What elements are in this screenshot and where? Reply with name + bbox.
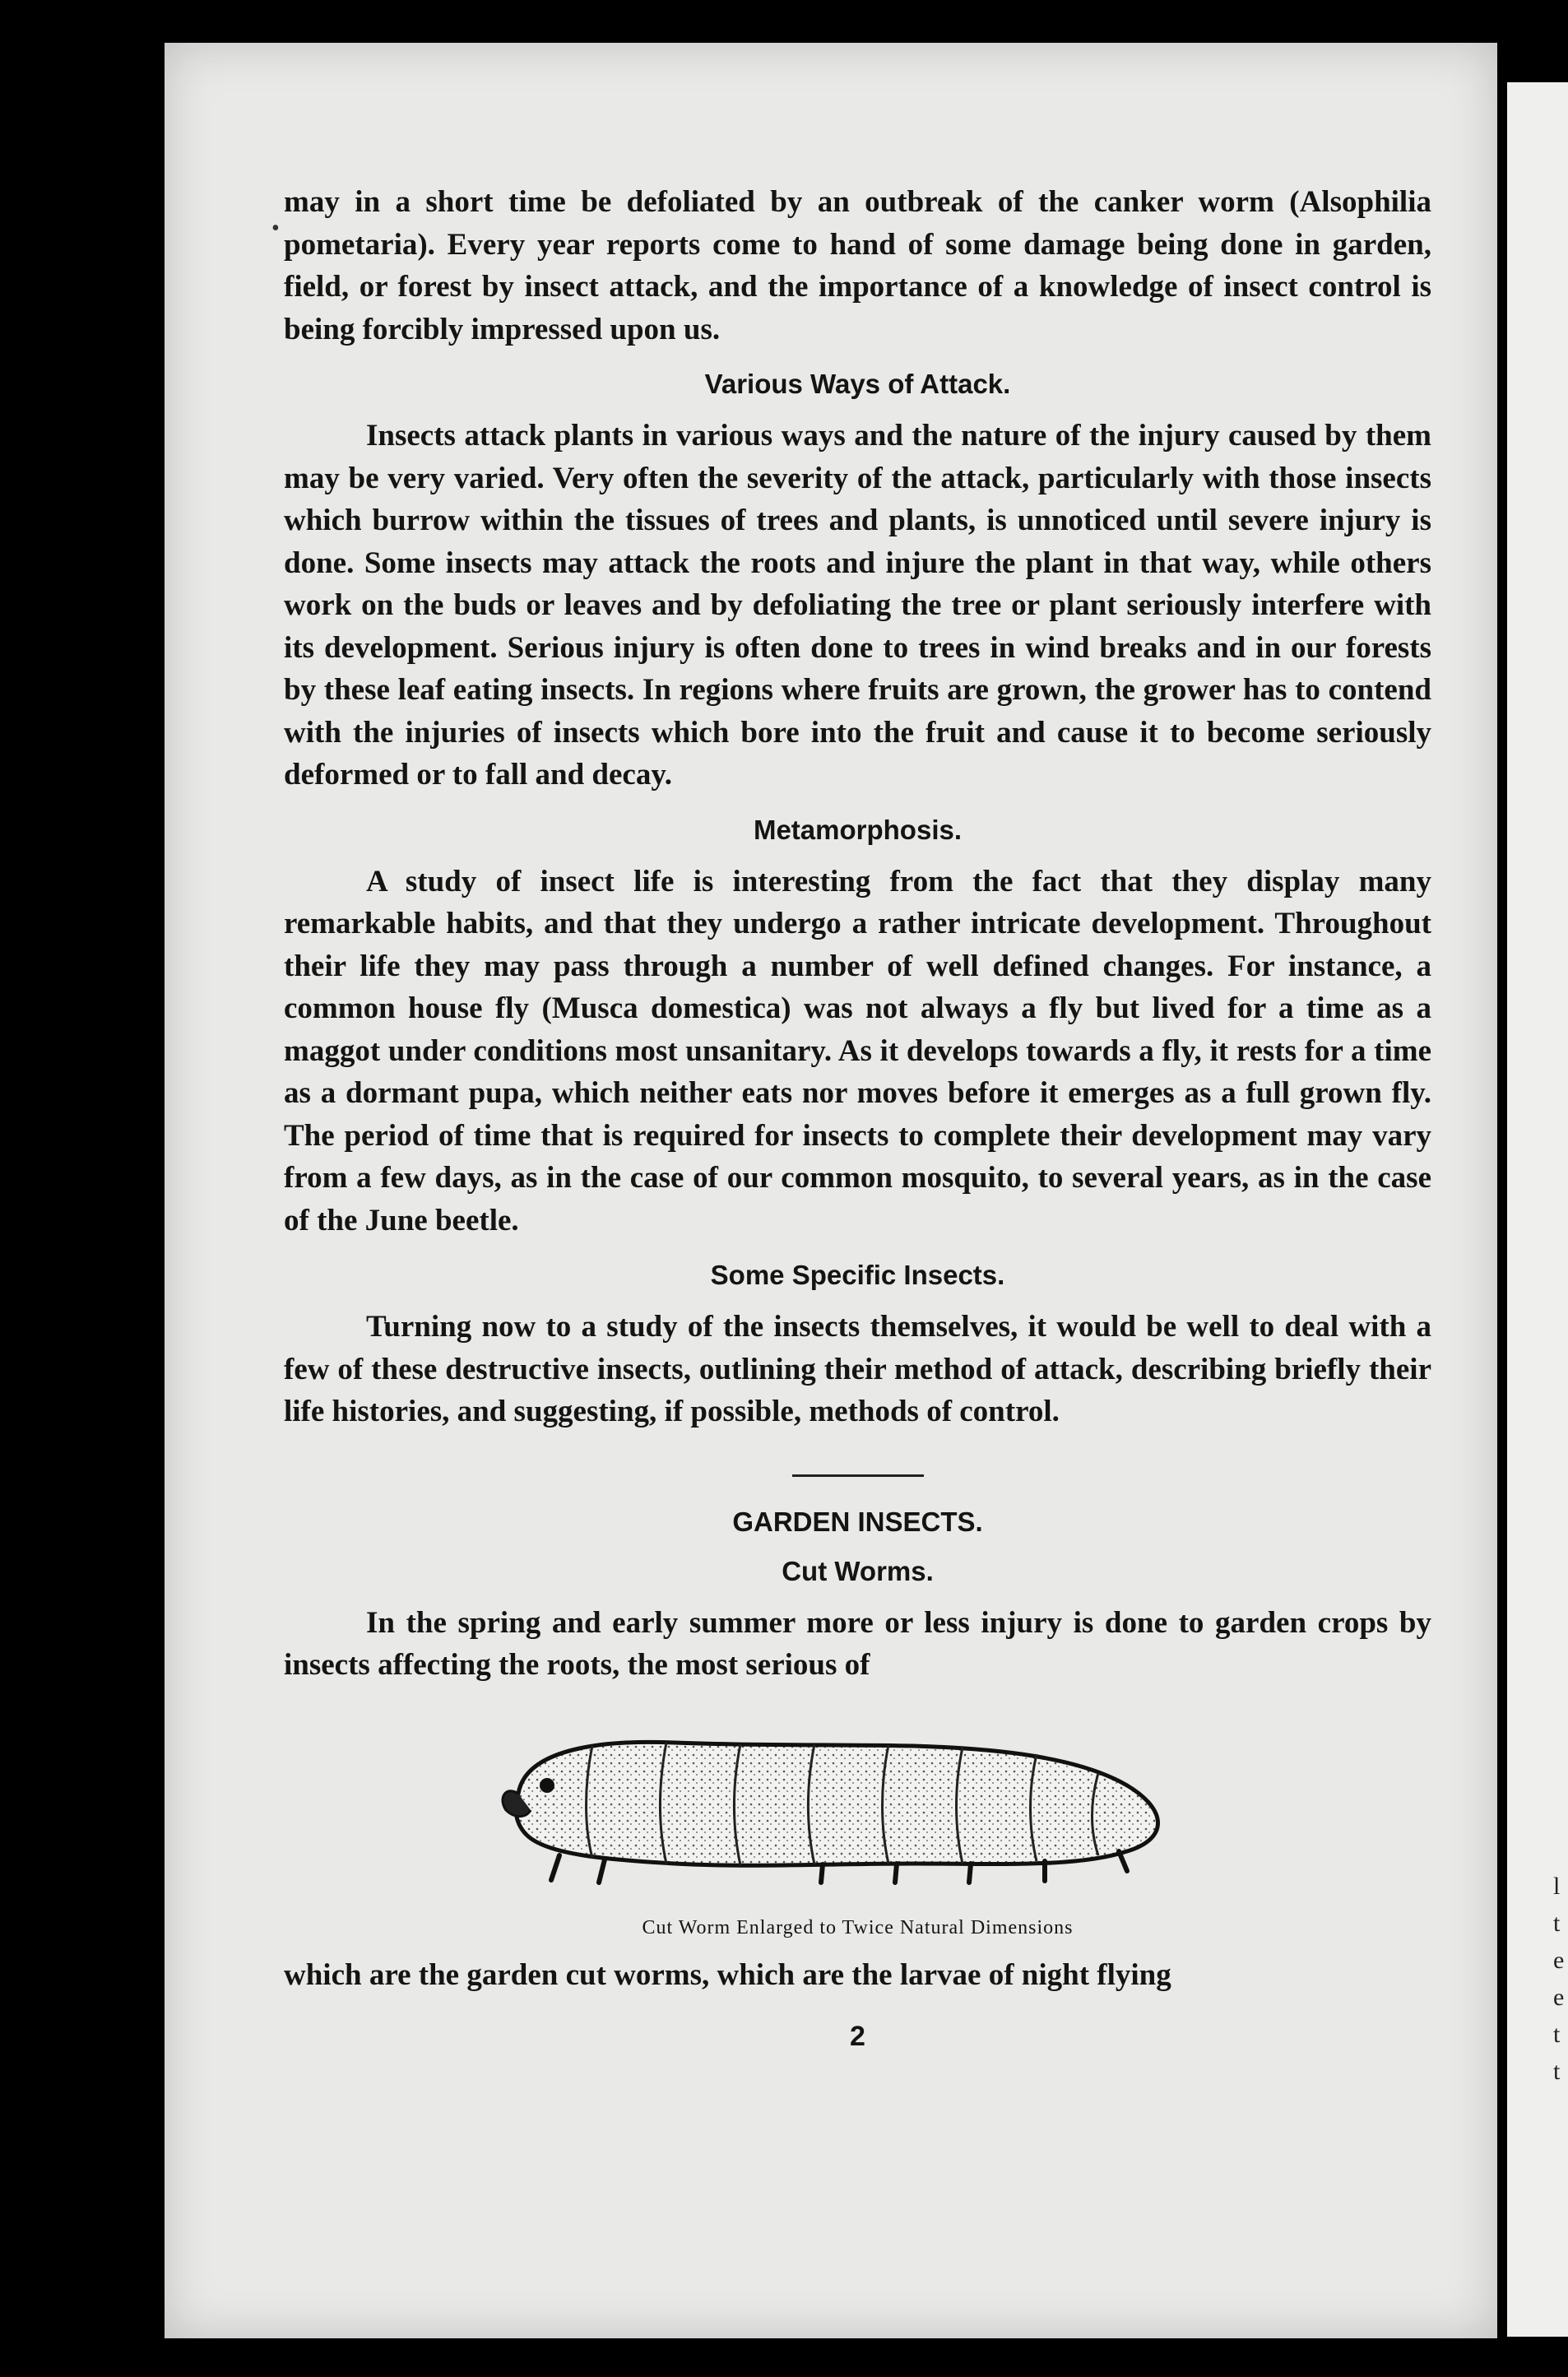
heading-garden-insects: GARDEN INSECTS. [732,1506,983,1537]
heading-various-ways-of-attack: Various Ways of Attack. [704,369,1011,399]
heading-cut-worms: Cut Worms. [782,1555,934,1586]
heading-metamorphosis: Metamorphosis. [753,814,963,845]
paragraph-metamorphosis: A study of insect life is interesting from the fact that they display many remarkable habits, and that they undergo a rather intricate development. Throughout their life they may pass through a number of well defined changes. For instance, a common house fly (Musca domestica) was not always a fly but lived for a time as a maggot under conditions most unsanitary. As it develops towards a fly, it rests for a time as a dormant pupa, which neither eats nor moves before it emerges as a full grown fly. The period of time that is required for insects to complete their development may vary from a few days, as in the case of our common mosquito, to several years, as in the case of the June beetle. [284,864,1431,1237]
paragraph-attack: Insects attack plants in various ways and the nature of the injury caused by them may be very varied. Very often the severity of the attack, particularly with those insects which burrow within the tissues of trees and plants, is unnoticed until severe injury is done. Some insects may attack the roots and injure the plant in that way, while others work on the buds or leaves and by defoliating the tree or plant seriously interfere with its development. Serious injury is often done to trees in wind breaks and in our forests by these leaf eating insects. In regions where fruits are grown, the grower has to contend with the injuries of insects which bore into the fruit and cause it to become seriously deformed or to fall and decay. [284,419,1431,792]
paragraph-continuation: which are the garden cut worms, which are the larvae of night flying [284,1957,1171,1992]
section-divider [792,1474,924,1477]
paragraph-specific-insects: Turning now to a study of the insects themselves, it would be well to deal with a few of these destructive insects, outlining their method of attack, describing briefly their life histories, and suggesting, if possible, methods of control. [284,1310,1431,1428]
cut-worm-drawing [469,1695,1209,1901]
paragraph-intro: may in a short time be defoliated by an outbreak of the canker worm (Alsophilia pometaria). Every year reports come to hand of some damage being done in garden, field, or forest by insect attack, and the importance of a knowledge of insect control is being forcibly impressed upon us. [284,185,1431,346]
page-content [284,181,1431,2053]
adjacent-page-letters: l t e e t t [1553,1873,1565,2085]
heading-some-specific-insects: Some Specific Insects. [710,1260,1005,1290]
paragraph-cut-worms: In the spring and early summer more or less injury is done to garden crops by insects affecting the roots, the most serious of [284,1605,1431,1682]
figure-caption: Cut Worm Enlarged to Twice Natural Dimensions [642,1916,1074,1938]
page-number: 2 [850,2021,865,2052]
margin-mark: • [271,216,280,241]
cut-worm-illustration [284,1695,1431,1917]
